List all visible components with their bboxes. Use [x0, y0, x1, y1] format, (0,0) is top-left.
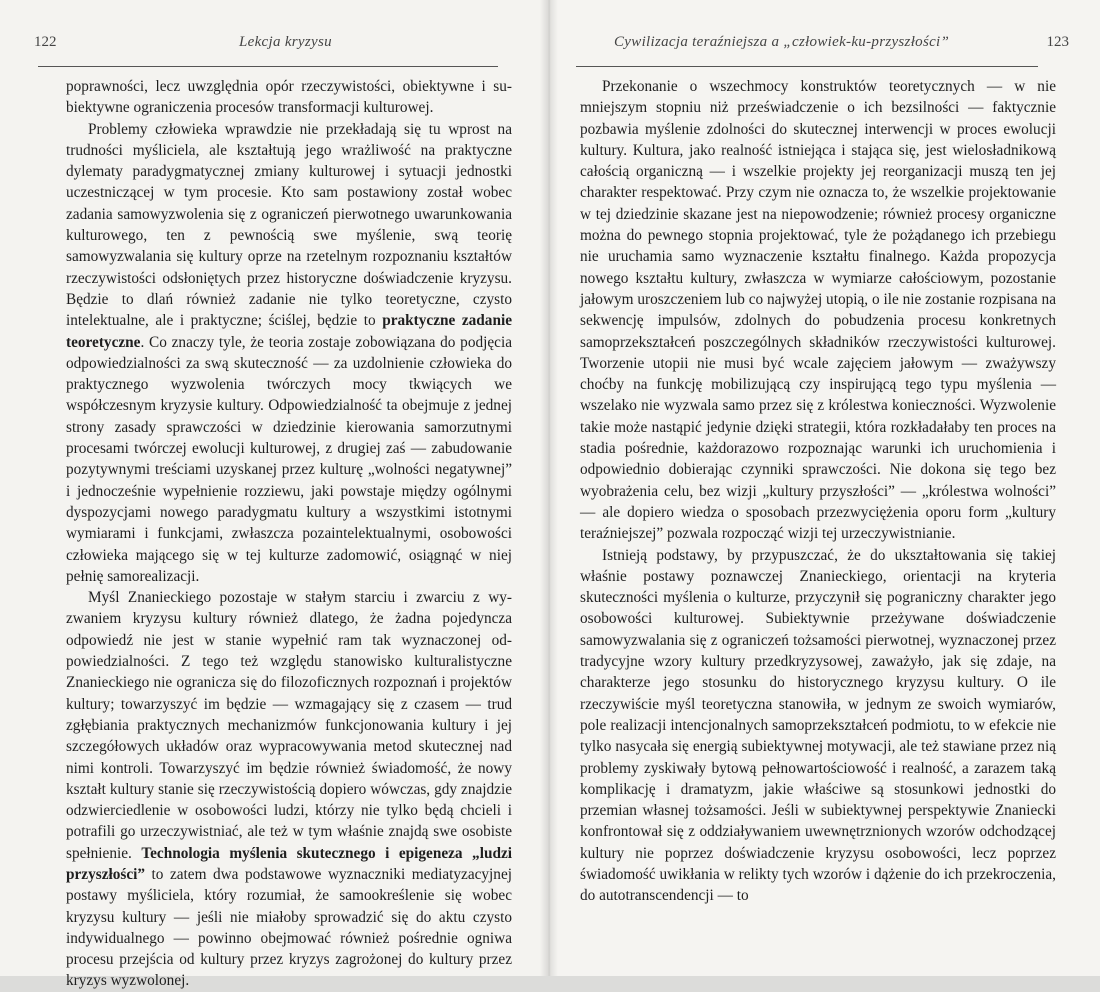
paragraph-text: to zatem dwa podstawowe wyznaczniki mediatyzacyjnej postawy myśliciela, który rozumiał, że samookreślenie się wobec kryzysu kultury — jeśli nie miałoby sprowadzić się do aktu czysto indywidualnego — powinno obejmować również pośrednie ogniwa procesu przejścia od kultury przez kryzys zagrożonej do kultury przez kryzys wyzwolonej.	[66, 865, 512, 990]
paragraph-text: . Co znaczy tyle, że teoria zostaje zobowiązana do podjęcia odpowiedzialności za swą skuteczność — za uzdolnienie człowieka do praktycznego wyzwolenia twórczych mocy tkwiących we współczesnym kryzysie kultury. Odpowiedzialność ta obejmuje z jednej strony zasady sprawczości w dziedzinie kierowania samorzutnymi procesami twórczej ewolucji kulturowej, z drugiej zaś — zabudowanie pozytywnymi treściami uzyskanej przez kulturę „wolności negatywnej” i jednocześnie wypełnienie rozziewu, jaki powstaje między ogólnymi dyspozycjami nowego paradygmatu kultury a wszystkimi istotnymi wymiarami i funkcjami, zwłaszcza pozaintelektualnymi, osobowości człowieka mającego się w tej kulturze zadomowić, osiągnąć w niej pełnię samorealizacji.	[66, 333, 512, 585]
paragraph	[66, 587, 512, 992]
header-rule	[576, 66, 1038, 67]
paragraph: poprawności, lecz uwzględnia opór rzeczywistości, obiektywne i subiektywne ograniczenia procesów transformacji kulturowej.	[66, 78, 512, 117]
right-body-text	[580, 76, 1056, 907]
bold-phrase: praktyczne zadanie teoretyczne	[66, 312, 512, 351]
page-number: 122	[34, 34, 57, 50]
left-page	[0, 0, 548, 990]
header-rule	[38, 66, 498, 67]
paragraph: Istnieją podstawy, by przypuszczać, że do ukształtowania się takiej właśnie postawy poznawczej Znanieckiego, orientacji na kryteria skuteczności myślenia o kulturze, przyczynił się pograniczny charakter jego osobowości kulturowej. Subiektywnie przeżywane doświadczenie samowyzwalania się z ograniczeń tożsamości pierwotnej, wyznaczonej przez tradycyjne wzory kultury przedkryzysowej, zaważyło, jak się zdaje, na charakterze jego stosunku do historycznego kryzysu kultury. O ile rzeczywiście myśl teoretyczna stanowiła, w jednym ze swoich wymiarów, pole realizacji intencjonalnych samoprzekształceń podmiotu, to w efekcie nie tylko nasycała się energią subiektywnej motywacji, ale też stawiane przez nią problemy zyskiwały bytową pełnowartościowość i realność, a zarazem taką komplikację i dramatyzm, jakie właściwe są stosunkowi jednostki do przemian własnej tożsamości. Jeśli w subiektywnej perspektywie Znaniecki konfrontował się z oddziaływaniem uwewnętrznionych wzorów odchodzącej kultury nie poprzez doświadczenie kryzysu osobowości, lecz poprzez świadomość uwikłania w relikty tych wzorów i dążenie do ich przekroczenia, do autotranscendencji — to	[580, 546, 1056, 905]
paragraph-text: Problemy człowieka wprawdzie nie przekładają się tu wprost na trudności myśliciela, ale kształtują jego wrażliwość na praktyczne dylematy paradygmatycznej zmiany kulturowej i sytuacji jednostki uczestniczącej w tym procesie. Kto sam postawiony został wobec zadania samowyzwolenia się z ograniczeń pierwotnego uwarunkowania kulturowego, ten z pewnością swe myślenie, swą teorię samowyzwalania się kultury oprze na rzetelnym rozpoznaniu kształtów rzeczywistości odsłoniętych przez historyczne doświadczenie kryzysu. Będzie to dlań również zadanie nie tylko teoretyczne, czysto intelektualne, ale i praktyczne; ściślej, będzie to	[66, 120, 512, 330]
page-number: 123	[1046, 34, 1069, 50]
chapter-title: Cywilizacja teraźniejsza a „człowiek-ku-przyszłości”	[614, 34, 950, 50]
chapter-title: Lekcja kryzysu	[239, 34, 332, 50]
paragraph-text: Myśl Znanieckiego pozostaje w stałym starciu i zwarciu z wyzwaniem kryzysu kultury również dlatego, że żadna pojedyncza odpowiedź nie jest w stanie wypełnić ram tak wyznaczonej odpowiedzialności. Z tego też względu stanowisko kulturalistyczne Znanieckiego nie ogranicza się do filozoficznych rozpoznań i projektów kultury; towarzyszyć im będzie — wzmagający się z czasem — trud zgłębiania praktycznych mechanizmów funkcjonowania kultury i jej szczegółowych układów oraz wypracowywania metod skutecznej nad nimi kontroli. Towarzyszyć im będzie również świadomość, że nowy kształt kultury stanie się rzeczywistością dopiero wówczas, gdy znajdzie odzwierciedlenie w osobowości ludzi, którzy nie tylko będą chcieli i potrafili go urzeczywistniać, ale też w tym właśnie znajdą swe osobiste spełnienie.	[66, 589, 512, 862]
paragraph	[66, 119, 512, 588]
left-body-text	[66, 76, 512, 992]
right-page	[548, 0, 1100, 976]
paragraph: Przekonanie o wszechmocy konstruktów teoretycznych — w nie mniejszym stopniu niż przeświadczenie o ich bezsilności — faktycznie pozbawia myślenie zdolności do skutecznej interwencji w proces ewolucji kultury. Kultura, jako realność istniejąca i stająca się, jest wielosładnikową całością organiczną — i wszelkie projekty jej reorganizacji muszą ten jej charakter respektować. Przy czym nie oznacza to, że wszelkie projektowanie w tej dziedzinie skazane jest na niepowodzenie; również procesy organiczne można do pewnego stopnia projektować, tyle że pożądanego ich przebiegu nie uruchamia samo wyznaczenie kształtu finalnego. Każda propozycja nowego kształtu kultury, zwłaszcza w wymiarze całościowym, pozostanie jałowym uroszczeniem lub co najwyżej utopią, o ile nie zostanie rozpisana na sekwencję impulsów, zdolnych do pobudzenia procesu konkretnych samoprzekształceń poszczególnych składników rzeczywistości kulturowej. Tworzenie utopii nie musi być wcale zajęciem jałowym — zważywszy choćby na funkcję mobilizującą czy inspirującą tego typu myślenia — wszelako nie wyzwala samo przez się z królestwa konieczności. Wyzwolenie takie może nastąpić jedynie dzięki strategii, która rozkładałaby ten proces na stadia pośrednie, każdorazowo rozpoznając warunki ich uruchomienia i odpowiednio dobierając czynniki sprawczości. Nie dokona się tego bez wyobrażenia celu, bez wizji „kultury przyszłości” — „królestwa wolności” — ale dopiero wiedza o sposobach przezwyciężenia oporu form „kultury teraźniejszej” pozwala rozpocząć wizji tej urzeczywistnianie.	[580, 78, 1056, 543]
bold-phrase: Technologia myślenia skutecznego i epigeneza „ludzi przyszłości”	[66, 844, 513, 883]
book-gutter-shadow	[540, 0, 558, 976]
